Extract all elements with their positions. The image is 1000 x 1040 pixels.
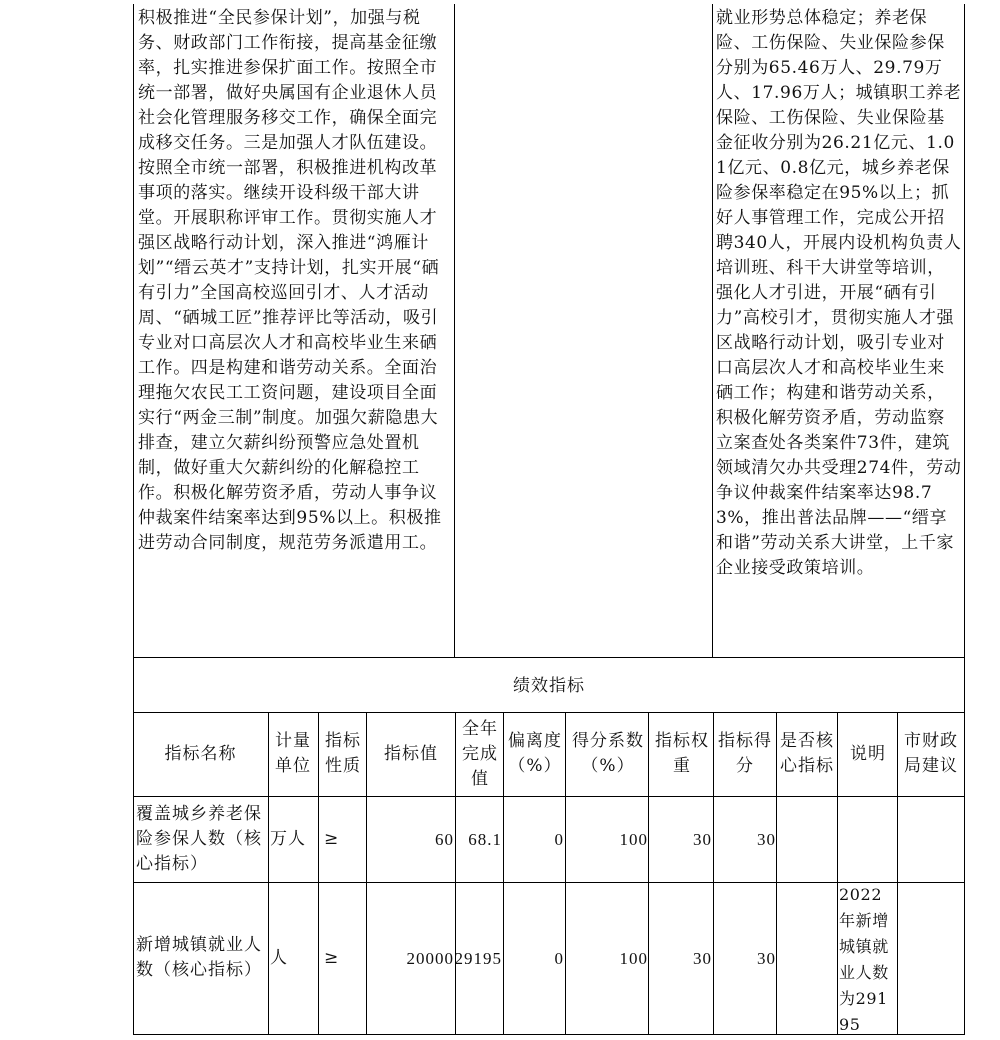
row2-unit: 人 [270, 947, 288, 968]
section-title: 绩效指标 [513, 675, 585, 696]
row1-unit: 万人 [270, 828, 306, 849]
col-line-6 [565, 712, 566, 1034]
row1-advice [898, 796, 964, 882]
header-nature: 指标性质 [325, 731, 361, 776]
col-line-3 [366, 712, 367, 1034]
header-note: 说明 [850, 743, 886, 764]
col-line-1 [268, 712, 269, 1034]
header-weight: 指标权重 [655, 731, 709, 776]
row2-advice [898, 882, 964, 1034]
header-target: 指标值 [384, 743, 438, 764]
header-core: 是否核心指标 [780, 731, 834, 776]
rule-row1-bottom [133, 882, 965, 883]
table-border-left [133, 4, 134, 1034]
row2-score: 30 [757, 948, 776, 968]
row1-weight: 30 [693, 829, 712, 849]
row2-actual: 29195 [454, 948, 502, 968]
header-actual: 全年完成值 [462, 718, 498, 789]
header-coef: 得分系数（%） [572, 731, 644, 776]
divider-top-2 [712, 4, 713, 658]
row2-weight: 30 [693, 948, 712, 968]
col-line-9 [776, 712, 777, 1034]
header-deviation: 偏离度（%） [508, 731, 562, 776]
right-paragraph: 就业形势总体稳定；养老保险、工伤保险、失业保险参保分别为65.46万人、29.79万人、17.96万人；城镇职工养老保险、工伤保险、失业保险基金征收分别为26.21亿元、1.01亿元、0.8亿元，城乡养老保险参保率稳定在95%以上；抓好人事管理工作，完成公开招聘340人，开展内设机构负责人培训班、科干大讲堂等培训，强化人才引进，开展“硒有引力”高校引才，贯彻实施人才强区战略行动计划，吸引专业对口高层次人才和高校毕业生来硒工作；构建和谐劳动关系，积极化解劳资矛盾，劳动监察立案查处各类案件73件，建筑领域清欠办共受理274件，劳动争议仲裁案件结案率达98.73%，推出普法品牌——“缙享和谐”劳动关系大讲堂，上千家企业接受政策培训。 [716, 8, 962, 578]
rule-header-bottom [133, 796, 965, 797]
divider-top-1 [454, 4, 455, 658]
col-line-11 [897, 712, 898, 1034]
left-paragraph: 积极推进“全民参保计划”，加强与税务、财政部门工作衔接，提高基金征缴率，扎实推进参保扩面工作。按照全市统一部署，做好央属国有企业退休人员社会化管理服务移交工作，确保全面完成移交任务。三是加强人才队伍建设。按照全市统一部署，积极推进机构改革事项的落实。继续开设科级干部大讲堂。开展职称评审工作。贯彻实施人才强区战略行动计划，深入推进“鸿雁计划”“缙云英才”支持计划，扎实开展“硒有引力”全国高校巡回引才、人才活动周、“硒城工匠”推荐评比等活动，吸引专业对口高层次人才和高校毕业生来硒工作。四是构建和谐劳动关系。全面治理拖欠农民工工资问题，建设项目全面实行“两金三制”制度。加强欠薪隐患大排查，建立欠薪纠纷预警应急处置机制，做好重大欠薪纠纷的化解稳控工作。积极化解劳资矛盾，劳动人事争议仲裁案件结案率达到95%以上。积极推进劳动合同制度，规范劳务派遣用工。 [138, 8, 442, 553]
row2-name: 新增城镇就业人数（核心指标） [136, 935, 262, 980]
header-advice: 市财政局建议 [904, 731, 958, 776]
col-line-8 [713, 712, 714, 1034]
rule-table-bottom [133, 1034, 965, 1035]
rule-title-bottom [133, 712, 965, 713]
header-score: 指标得分 [718, 731, 772, 776]
col-line-2 [318, 712, 319, 1034]
row1-core [778, 796, 836, 882]
rule-top-section-bottom [133, 657, 965, 658]
row1-note [840, 796, 896, 882]
col-line-10 [837, 712, 838, 1034]
row2-coef: 100 [619, 948, 648, 968]
row1-nature: ≥ [324, 828, 340, 849]
row2-deviation: 0 [554, 948, 564, 968]
row1-target: 60 [435, 829, 454, 849]
row1-actual: 68.1 [468, 829, 502, 849]
row2-nature: ≥ [324, 947, 340, 968]
row2-target: 20000 [406, 948, 454, 968]
row2-note: 2022年新增城镇就业人数为29195 [839, 885, 889, 1034]
col-line-5 [503, 712, 504, 1034]
row1-coef: 100 [619, 829, 648, 849]
row2-core [778, 882, 836, 1034]
table-border-right [964, 4, 965, 1034]
row1-name: 覆盖城乡养老保险参保人数（核心指标） [136, 803, 262, 874]
header-name: 指标名称 [164, 743, 237, 764]
col-line-7 [648, 712, 649, 1034]
col-line-4 [455, 712, 456, 1034]
row1-deviation: 0 [554, 829, 564, 849]
header-unit: 计量单位 [275, 731, 311, 776]
row1-score: 30 [757, 829, 776, 849]
